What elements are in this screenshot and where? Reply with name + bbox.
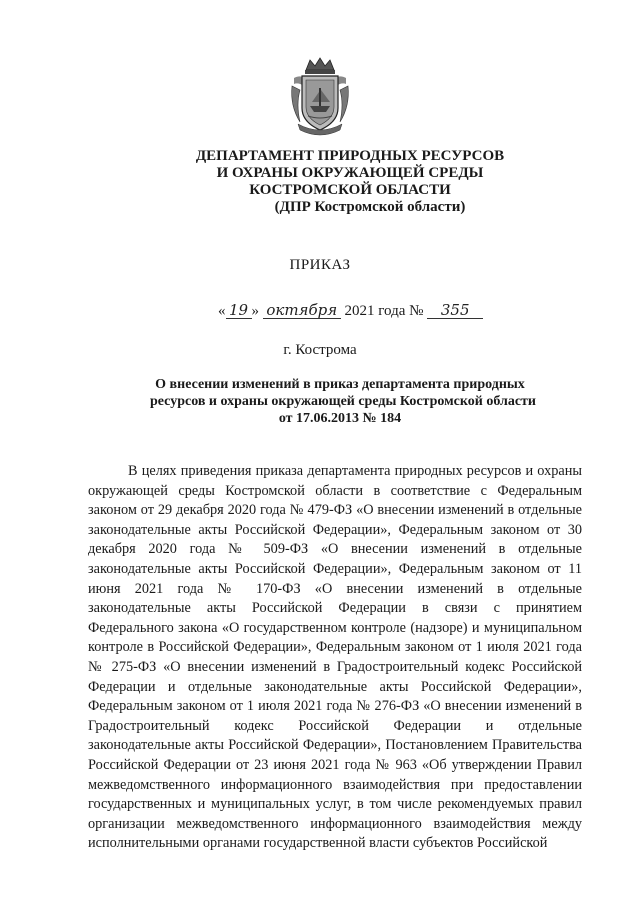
subject-line-2: ресурсов и охраны окружающей среды Костромской области	[150, 394, 536, 409]
order-year-label: 2021 года №	[344, 303, 424, 319]
order-month: октября	[263, 303, 341, 319]
department-name-line-3: КОСТРОМСКОЙ ОБЛАСТИ	[249, 182, 451, 198]
subject-line-1: О внесении изменений в приказ департамента природных	[155, 377, 525, 392]
body-paragraph: В целях приведения приказа департамента природных ресурсов и охраны окружающей среды Костромской области в соответствие с Федеральным законом от 29 декабря 2020 года № 479-ФЗ «О внесении изменений в отдельные законодательные акты Российской Федерации», Федеральным законом от 30 декабря 2020 года № 509-ФЗ «О внесении изменений в отдельные законодательные акты Российской Федерации», Федеральным законом от 11 июня 2021 года № 170-ФЗ «О внесении изменений в отдельные законодательные акты Российской Федерации в связи с принятием Федерального закона «О государственном контроле (надзоре) и муниципальном контроле в Российской Федерации», Федеральным законом от 1 июля 2021 года № 275-ФЗ «О внесении изменений в Градостроительный кодекс Российской Федерации и отдельные законодательные акты Российской Федерации», Федеральным законом от 1 июля 2021 года № 276-ФЗ «О внесении изменений в Градостроительный кодекс Российской Федерации и отдельные законодательные акты Российской Федерации», Постановлением Правительства Российской Федерации от 23 июня 2021 года № 963 «Об утверждении Правил межведомственного информационного взаимодействия при предоставлении государственных и муниципальных услуг, в том числе рекомендуемых правил организации межведомственного информационного взаимодействия между исполнительными органами государственной власти субъектов Российской	[88, 463, 582, 852]
open-quote: «	[218, 303, 226, 319]
order-subject	[150, 376, 536, 427]
coat-of-arms-icon	[288, 56, 352, 136]
department-name-line-2: И ОХРАНЫ ОКРУЖАЮЩЕЙ СРЕДЫ	[216, 165, 484, 181]
order-number: 355	[427, 303, 483, 319]
order-day: 19	[226, 303, 252, 319]
department-header	[170, 148, 530, 216]
order-city: г. Кострома	[283, 342, 357, 358]
department-short-name: (ДПР Костромской области)	[274, 199, 466, 215]
close-quote: »	[251, 303, 259, 319]
document-type: ПРИКАЗ	[289, 257, 351, 273]
order-date-number	[218, 303, 483, 320]
department-name-line-1: ДЕПАРТАМЕНТ ПРИРОДНЫХ РЕСУРСОВ	[195, 148, 505, 164]
subject-line-3: от 17.06.2013 № 184	[278, 411, 402, 426]
